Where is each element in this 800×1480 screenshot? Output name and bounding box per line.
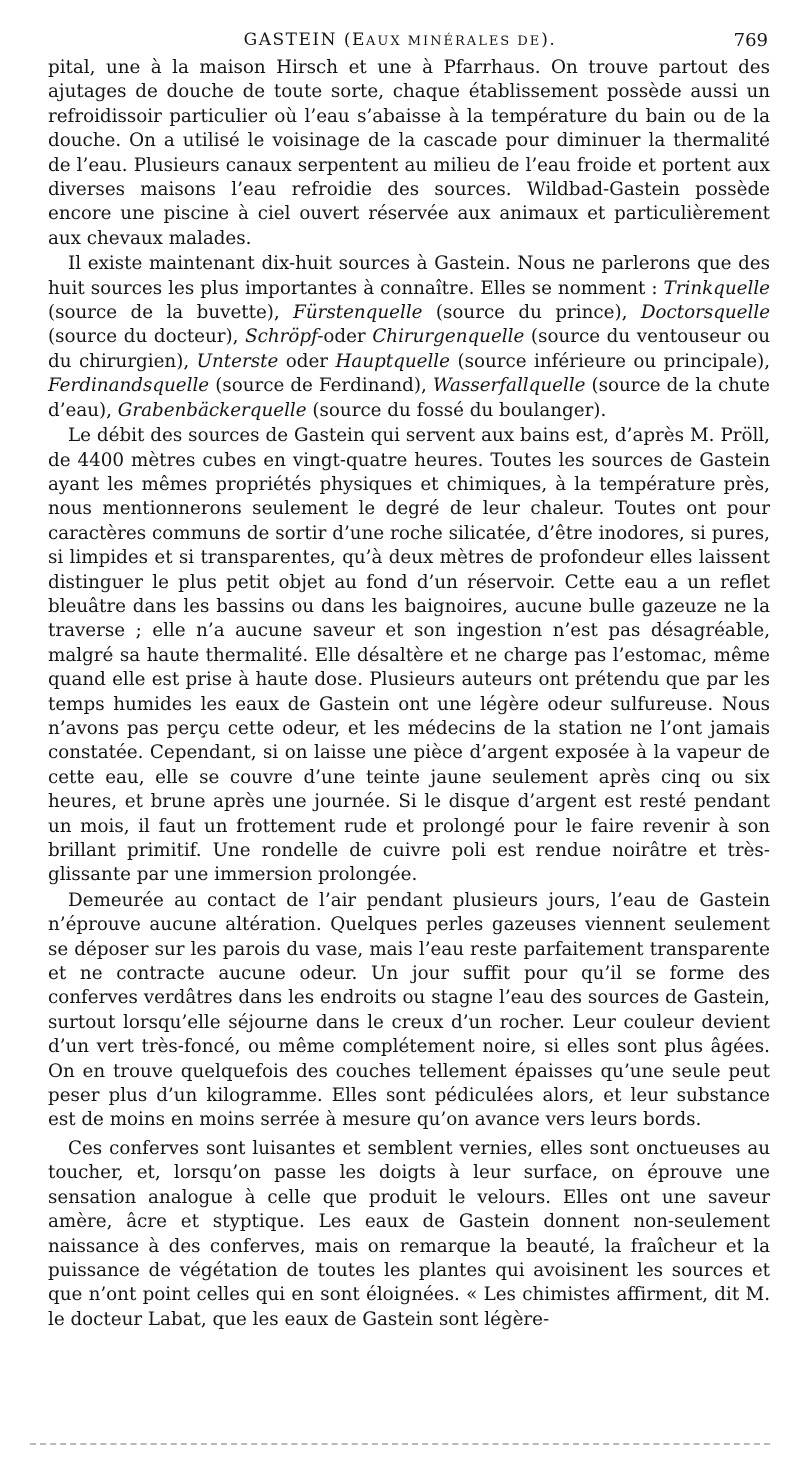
- paragraph-2: [48, 252, 770, 423]
- p2-text-9: (source de Ferdinand),: [209, 375, 433, 397]
- paragraph-4: Demeurée au contact de l’air pendant plusieurs jours, l’eau de Gastein n’éprouve aucune altération. Quelques perles gazeuses viennent seulement se déposer sur les parois du vase, mais l’eau reste parfaitement transparente et ne contracte aucune odeur. Un jour suffit pour qu’il se forme des conferves verdâtres dans les endroits ou stagne l’eau des sources de Gastein, surtout lorsqu’elle séjourne dans le creux d’un rocher. Leur couleur devient d’un vert très-foncé, ou même complétement noire, si elles sont plus âgées. On en trouve quelquefois des couches tellement épaisses qu’une seule peut peser plus d’un kilogramme. Elles sont pédiculées alors, et leur substance est de moins en moins serrée à mesure qu’on avance vers leurs bords.: [48, 889, 770, 1131]
- running-title: [30, 30, 770, 50]
- footer-rule: [30, 1443, 770, 1445]
- source-name-doctorsquelle: Doctorsquelle: [640, 302, 771, 324]
- source-name-wasserfallquelle: Wasserfallquelle: [432, 375, 586, 397]
- p2-text-7: oder: [278, 350, 336, 372]
- page-number: 769: [733, 30, 768, 51]
- source-name-grabenbaeckerquelle: Grabenbäckerquelle: [117, 399, 307, 421]
- p2-text-2: (source de la buvette),: [48, 302, 294, 324]
- p2-text-3: (source du prince),: [422, 302, 641, 324]
- body-text: [48, 56, 770, 1333]
- paragraph-3: Le débit des sources de Gastein qui servent aux bains est, d’après M. Pröll, de 4400 mètres cubes en vingt-quatre heures. Toutes les sources de Gastein ayant les mêmes propriétés physiques et chimiques, à la température près, nous mentionnerons seulement le degré de leur chaleur. Toutes ont pour caractères communs de sortir d’une roche silicatée, d’être inodores, si pures, si limpides et si transparentes, qu’à deux mètres de profondeur elles laissent distinguer le plus petit objet au fond d’un réservoir. Cette eau a un reflet bleuâtre dans les bassins ou dans les baignoires, aucune bulle gazeuze ne la traverse ; elle n’a aucune saveur et son ingestion n’est pas désagréable, malgré sa haute thermalité. Elle désaltère et ne charge pas l’estomac, même quand elle est prise à haute dose. Plusieurs auteurs ont prétendu que par les temps humides les eaux de Gastein ont une légère odeur sulfureuse. Nous n’avons pas perçu cette odeur, et les médecins de la station ne l’ont jamais constatée. Cependant, si on laisse une pièce d’argent exposée à la vapeur de cette eau, elle se couvre d’une teinte jaune seulement après cinq ou six heures, et brune après une journée. Si le disque d’argent est resté pendant un mois, il faut un frottement rude et prolongé pour le faire revenir à son brillant primitif. Une rondelle de cuivre poli est rendue noirâtre et très-glissante par une immersion prolongée.: [48, 425, 770, 886]
- running-title-main: GASTEIN: [243, 30, 338, 50]
- p2-text-4: (source du docteur),: [48, 326, 246, 348]
- running-title-open: (E: [337, 30, 366, 50]
- p2-text-11: (source du fossé du boulanger).: [306, 399, 607, 421]
- source-name-chirurgenquelle: Chirurgenquelle: [372, 326, 525, 348]
- running-title-close: ).: [541, 30, 557, 50]
- paragraph-5: Ces conferves sont luisantes et semblent vernies, elles sont onctueuses au toucher, et, lorsqu’on passe les doigts à leur surface, on éprouve une sensation analogue à celle que produit le velours. Elles ont une saveur amère, âcre et styptique. Les eaux de Gastein donnent non-seulement naissance à des conferves, mais on remarque la beauté, la fraîcheur et la puissance de végétation de toutes les plantes qui avoisinent les sources et que n’ont point celles qui en sont éloignées. « Les chimistes affirment, dit M. le docteur Labat, que les eaux de Gastein sont légère-: [48, 1137, 770, 1330]
- paragraph-1: pital, une à la maison Hirsch et une à Pfarrhaus. On trouve partout des ajutages de douche de toute sorte, chaque établissement possède aussi un refroidissoir particulier où l’eau s’abaisse à la température du bain ou de la douche. On a utilisé le voisinage de la cascade pour diminuer la thermalité de l’eau. Plusieurs canaux serpentent au milieu de l’eau froide et portent aux diverses maisons l’eau refroidie des sources. Wildbad-Gastein possède encore une piscine à ciel ouvert réservée aux animaux et particulièrement aux chevaux malades.: [48, 57, 770, 249]
- source-name-unterste: Unterste: [196, 350, 279, 372]
- p2-text-8: (source inférieure ou principale),: [449, 350, 771, 372]
- p2-text-5: oder: [323, 326, 373, 348]
- source-name-ferdinandsquelle: Ferdinandsquelle: [48, 375, 210, 397]
- source-name-schroepf: Schröpf-: [245, 326, 324, 348]
- source-name-fuerstenquelle: Fürstenquelle: [293, 302, 423, 324]
- p2-text-6: (source du ventouseur ou du chirurgien),: [48, 326, 770, 372]
- running-title-small-caps: AUX MINÉRALES DE: [365, 34, 542, 49]
- source-name-hauptquelle: Hauptquelle: [335, 350, 450, 372]
- source-name-trinkquelle: Trinkquelle: [663, 277, 770, 299]
- p2-text-1: Il existe maintenant dix-huit sources à Gastein. Nous ne parlerons que des huit sources les plus importantes à connaître. Elles se nomment :: [48, 253, 770, 299]
- p2-text-10: (source de la chute d’eau),: [48, 375, 770, 421]
